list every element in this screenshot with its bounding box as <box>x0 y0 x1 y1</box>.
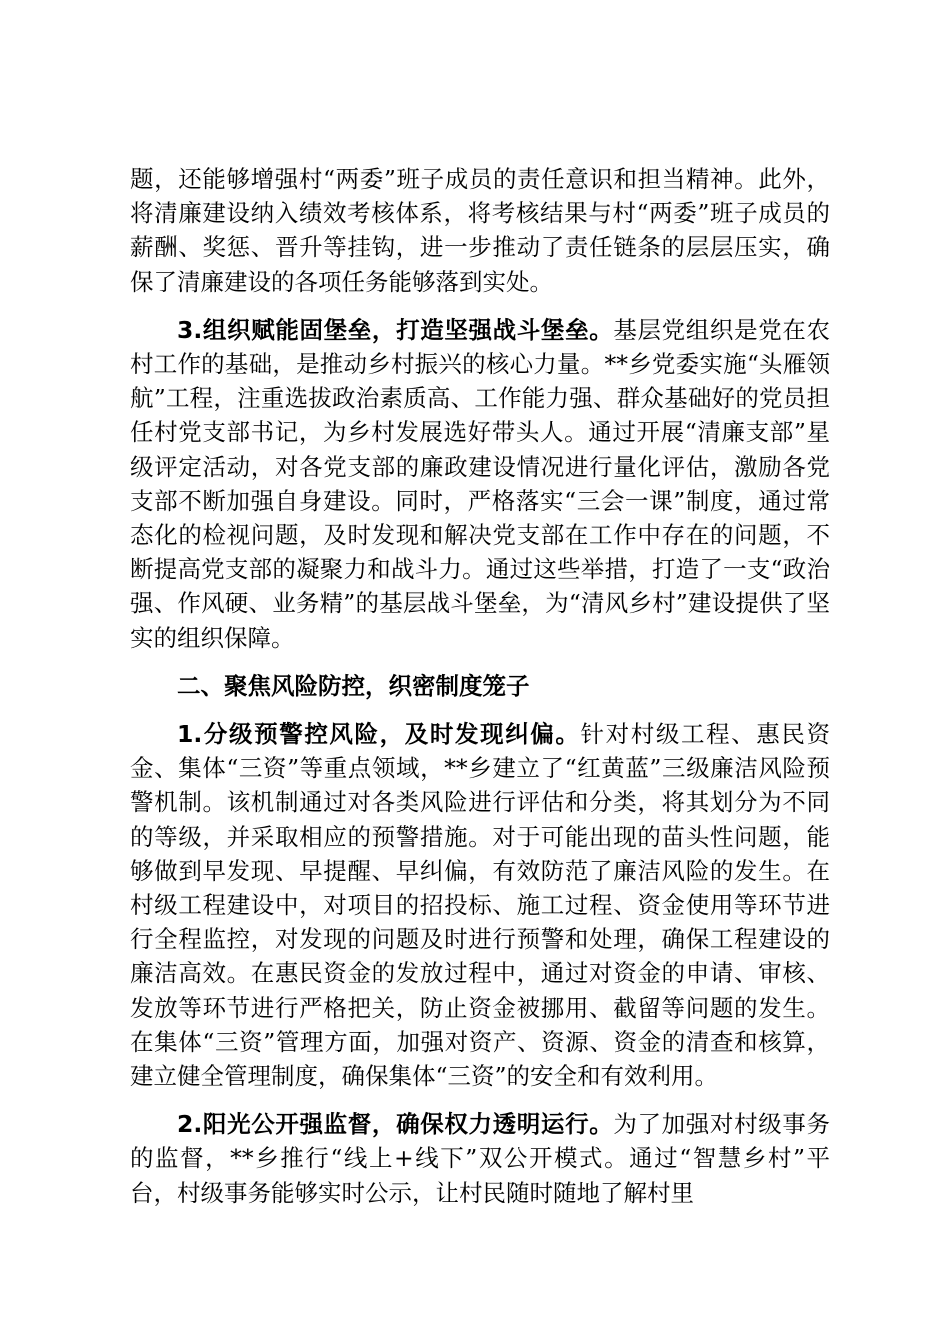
document-page <box>130 162 830 1224</box>
paragraph-continued: 题，还能够增强村“两委”班子成员的责任意识和担当精神。此外，将清廉建设纳入绩效考核体系，将考核结果与村“两委”班子成员的薪酬、奖惩、晋升等挂钩，进一步推动了责任链条的层层压实，确保了清廉建设的各项任务能够落到实处。 <box>130 165 830 296</box>
paragraph-lead: 3.组织赋能固堡垒，打造坚强战斗堡垒。 <box>177 315 614 344</box>
paragraph-lead: 2.阳光公开强监督，确保权力透明运行。 <box>177 1110 614 1139</box>
paragraph-body: 基层党组织是党在农村工作的基础，是推动乡村振兴的核心力量。**乡党委实施“头雁领航”工程，注重选拔政治素质高、工作能力强、群众基础好的党员担任村党支部书记，为乡村发展选好带头人。通过开展“清廉支部”星级评定活动，对各党支部的廉政建设情况进行量化评估，激励各党支部不断加强自身建设。同时，严格落实“三会一课”制度，通过常态化的检视问题，及时发现和解决党支部在工作中存在的问题，不断提高党支部的凝聚力和战斗力。通过这些举措，打造了一支“政治强、作风硬、业务精”的基层战斗堡垒，为“清风乡村”建设提供了坚实的组织保障。 <box>130 315 831 652</box>
paragraph-lead: 1.分级预警控风险，及时发现纠偏。 <box>177 720 581 749</box>
paragraph-risk-warning <box>130 717 830 1093</box>
paragraph-transparency <box>130 1107 830 1210</box>
paragraph-body: 为了加强对村级事务的监督，**乡推行“线上+线下”双公开模式。通过“智慧乡村”平台，村级事务能够实时公示，让村民随时随地了解村里 <box>130 1110 831 1207</box>
paragraph-organization <box>130 313 830 655</box>
paragraph-body: 针对村级工程、惠民资金、集体“三资”等重点领域，**乡建立了“红黄蓝”三级廉洁风险预警机制。该机制通过对各类风险进行评估和分类，将其划分为不同的等级，并采取相应的预警措施。对于可能出现的苗头性问题，能够做到早发现、早提醒、早纠偏，有效防范了廉洁风险的发生。在村级工程建设中，对项目的招投标、施工过程、资金使用等环节进行全程监控，对发现的问题及时进行预警和处理，确保工程建设的廉洁高效。在惠民资金的发放过程中，通过对资金的申请、审核、发放等环节进行严格把关，防止资金被挪用、截留等问题的发生。在集体“三资”管理方面，加强对资产、资源、资金的清查和核算，建立健全管理制度，确保集体“三资”的安全和有效利用。 <box>130 720 831 1091</box>
section-heading: 二、聚焦风险防控，织密制度笼子 <box>177 671 530 700</box>
